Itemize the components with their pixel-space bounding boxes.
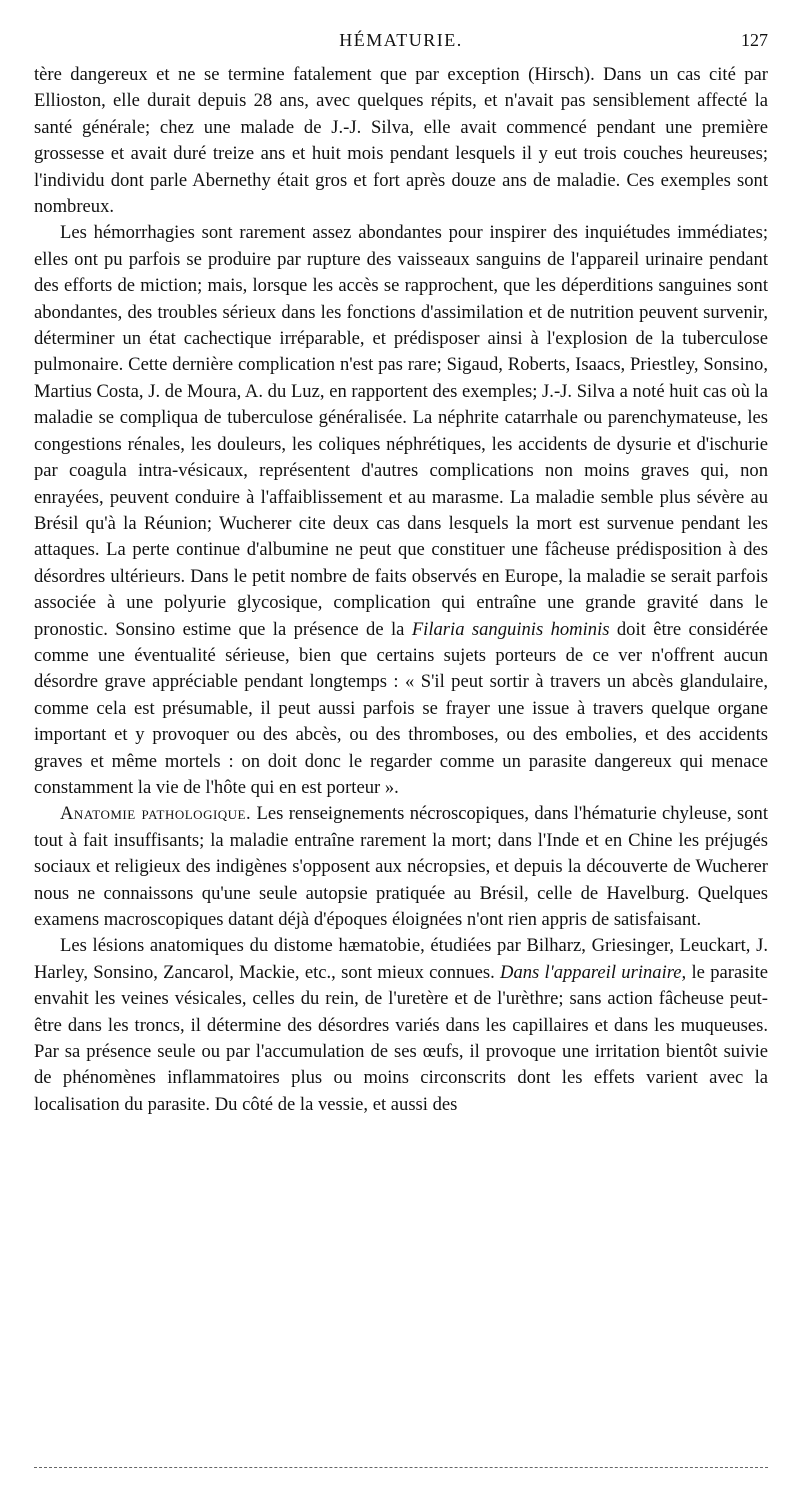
subsection-italic: Dans l'appareil urinaire, <box>500 961 687 983</box>
section-heading: Anatomie pathologique. <box>60 803 252 825</box>
species-name-italic: Filaria sanguinis hominis <box>411 618 610 640</box>
paragraph-4-text-a: Les lésions anatomiques du distome hæmatobie, étudiées par Bilharz, Griesinger, Leuckart, J. Harley, Sonsino, Zancarol, Mackie, etc., sont mieux connues. <box>34 935 768 983</box>
paragraph-2-text-a: Les hémorrhagies sont rarement assez abondantes pour inspirer des inquiétudes immédiates; elles ont pu parfois se produire par rupture des vaisseaux sanguins de l'appareil urinaire pendant des efforts de miction; mais, lorsque les accès se rapprochent, que les déperditions sanguines sont abondantes, des troubles sérieux dans les fonctions d'assimilation et de nutrition peuvent survenir, déterminer un état cachectique irréparable, et prédisposer ainsi à l'explosion de la tuberculose pulmonaire. Cette dernière complication n'est pas rare; Sigaud, Roberts, Isaacs, Priestley, Sonsino, Martius Costa, J. de Moura, A. du Luz, en rapportent des exemples; J.-J. Silva a noté huit cas où la maladie se compliqua de tuberculose généralisée. La néphrite catarrhale ou parenchymateuse, les congestions rénales, les douleurs, les coliques néphrétiques, les accidents de dysurie et d'ischurie par coagula intra-vésicaux, représentent d'autres complications non moins graves qui, non enrayées, peuvent conduire à l'affaiblissement et au marasme. La maladie semble plus sévère au Brésil qu'à la Réunion; Wucherer cite deux cas dans lesquels la mort est survenue pendant les attaques. La perte continue d'albumine ne peut que constituer une fâcheuse prédisposition à des désordres ultérieurs. Dans le petit nombre de faits observés en Europe, la maladie se serait parfois associée à une polyurie glycosique, complication qui entraîne une grande gravité dans le pronostic. Sonsino estime que la présence de la <box>34 222 768 640</box>
paragraph-2-text-b: doit être considérée comme une éventualité sérieuse, bien que certains sujets porteurs de ce ver n'offrent aucun désordre grave appréciable pendant longtemps : « S'il peut sortir à travers un abcès glandulaire, comme cela est présumable, il peut aussi parfois se frayer une issue à travers quelque organe important et y provoquer ou des abcès, ou des thromboses, ou des embolies, et des accidents graves et même mortels : on doit donc le regarder comme un parasite dangereux qui menace constamment la vie de l'hôte qui en est porteur ». <box>34 618 768 798</box>
paragraph-1-text: tère dangereux et ne se termine fatalement que par exception (Hirsch). Dans un cas cité par Ellioston, elle durait depuis 28 ans, avec quelques répits, et n'avait pas sensiblement affecté la santé générale; chez une malade de J.-J. Silva, elle avait commencé pendant une première grossesse et avait duré treize ans et huit mois pendant lesquels il y eut trois couches heureuses; l'individu dont parle Abernethy était gros et fort après douze ans de maladie. Ces exemples sont nombreux. <box>34 64 768 218</box>
paragraph-anatomie <box>34 801 768 933</box>
footer-rule <box>34 1467 768 1468</box>
paragraph-3-text: Les renseignements nécroscopiques, dans l'hématurie chyleuse, sont tout à fait insuffisants; la maladie entraîne rarement la mort; dans l'Inde et en Chine les préjugés sociaux et religieux des indigènes s'opposent aux nécropsies, et depuis la découverte de Wucherer nous ne connaissons qu'une seule autopsie pratiquée au Brésil, celle de Havelburg. Quelques examens macroscopiques datant déjà d'époques éloignées n'ont rien appris de satisfaisant. <box>34 803 768 930</box>
book-page <box>34 30 768 1118</box>
running-title: HÉMATURIE. <box>339 30 463 50</box>
page-number: 127 <box>741 30 768 50</box>
paragraph-4-text-b: le parasite envahit les veines vésicales, celles du rein, de l'uretère et de l'urèthre; sans action fâcheuse peut-être dans les troncs, il détermine des désordres variés dans les capillaires et dans les muqueuses. Par sa présence seule ou par l'accumulation de ses œufs, il provoque une irritation bientôt suivie de phénomènes inflammatoires plus ou moins circonscrits dont les effets varient avec la localisation du parasite. Du côté de la vessie, et aussi des <box>34 961 769 1115</box>
paragraph-lesions <box>34 933 768 1118</box>
paragraph-continuation <box>34 62 768 220</box>
page-header <box>34 30 768 58</box>
paragraph-hemorrhagies <box>34 220 768 801</box>
